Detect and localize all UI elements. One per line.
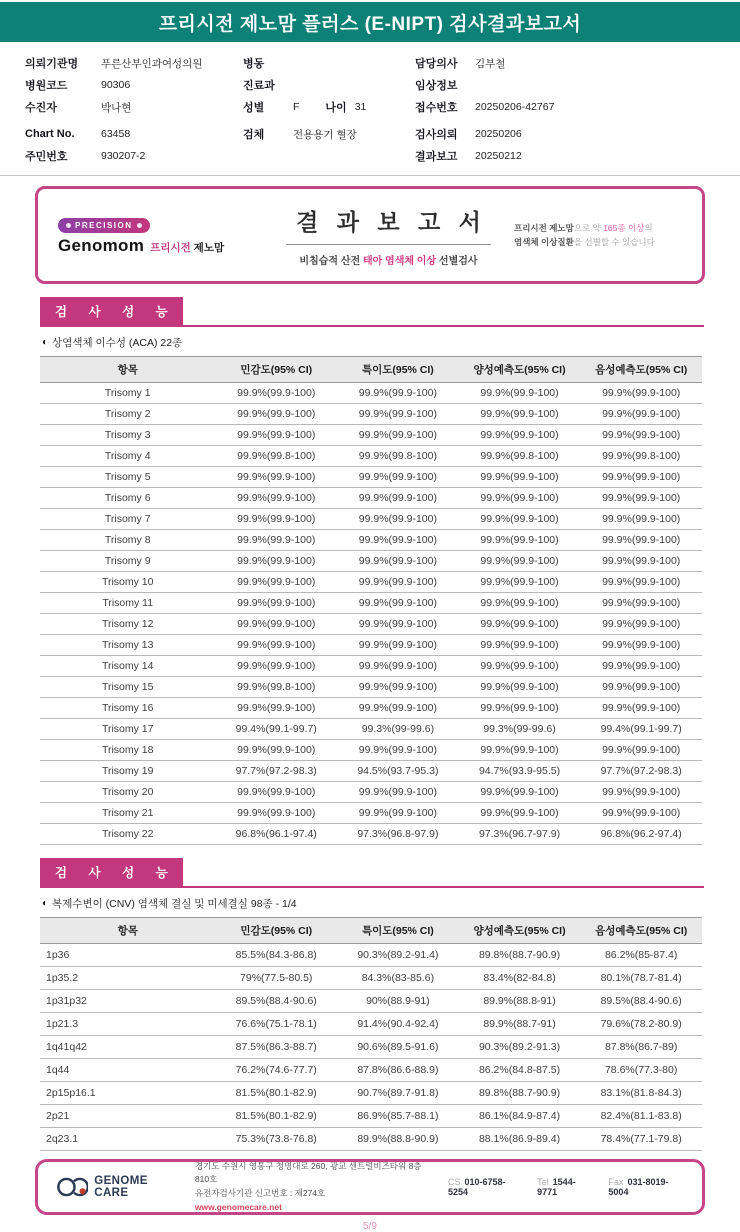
address-line1: 경기도 수원시 영통구 청명대로 260, 광교 센트럴비즈타워 8층 810호 (194, 1160, 422, 1185)
section-badge: 검 사 성 능 (40, 297, 183, 325)
table-row (40, 761, 702, 782)
field-label: 접수번호 (415, 102, 458, 114)
row-value-cell: 99.9%(99.8-100) (337, 446, 459, 467)
report-title-bar (0, 2, 740, 42)
row-value-cell: 87.8%(86.6-88.9) (337, 1059, 459, 1082)
field-value: 김부철 (475, 57, 506, 70)
footer-contacts (448, 1177, 684, 1197)
section-badge: 검 사 성 능 (40, 858, 183, 886)
row-value-cell: 97.3%(96.7-97.9) (459, 824, 581, 845)
table-row (40, 782, 702, 803)
field-label: 검체 (243, 129, 265, 141)
field-label: 담당의사 (415, 58, 458, 70)
row-item-label: Trisomy 9 (40, 551, 215, 572)
row-value-cell: 97.3%(96.8-97.9) (337, 824, 459, 845)
field-label: 수진자 (25, 102, 57, 114)
banner-center (263, 204, 514, 267)
table-row (40, 593, 702, 614)
row-item-label: Trisomy 8 (40, 530, 215, 551)
row-item-label: Trisomy 12 (40, 614, 215, 635)
column-header: 항목 (40, 357, 215, 383)
field-specimen (243, 123, 415, 145)
row-item-label: 2q23.1 (40, 1128, 215, 1151)
footer-address (195, 1160, 434, 1214)
contact-cs: CS 010-6758-5254 (447, 1177, 506, 1197)
row-item-label: Trisomy 20 (40, 782, 215, 803)
row-value-cell: 90.6%(89.5-91.6) (337, 1036, 459, 1059)
row-item-label: Trisomy 15 (40, 677, 215, 698)
row-value-cell: 99.9%(99.9-100) (580, 383, 702, 404)
column-header: 항목 (40, 918, 215, 944)
row-value-cell: 79.6%(78.2-80.9) (580, 1013, 702, 1036)
row-value-cell: 83.4%(82-84.8) (459, 967, 581, 990)
row-value-cell: 90%(88.9-91) (337, 990, 459, 1013)
row-value-cell: 99.9%(99.9-100) (337, 803, 459, 824)
row-value-cell: 78.4%(77.1-79.8) (580, 1128, 702, 1151)
row-value-cell: 80.1%(78.7-81.4) (580, 967, 702, 990)
column-header: 양성예측도(95% CI) (459, 918, 581, 944)
field-report-date (415, 145, 740, 167)
row-value-cell: 99.9%(99.9-100) (215, 383, 337, 404)
column-header: 음성예측도(95% CI) (580, 357, 702, 383)
row-value-cell: 99.9%(99.9-100) (459, 803, 581, 824)
table-row (40, 1036, 702, 1059)
table-row (40, 656, 702, 677)
table-row (40, 719, 702, 740)
precision-badge (58, 218, 150, 233)
row-item-label: Trisomy 18 (40, 740, 215, 761)
row-value-cell: 99.9%(99.9-100) (215, 509, 337, 530)
table-row (40, 698, 702, 719)
row-item-label: 2p21 (40, 1105, 215, 1128)
row-value-cell: 99.9%(99.9-100) (215, 530, 337, 551)
row-value-cell: 99.9%(99.9-100) (215, 572, 337, 593)
row-value-cell: 99.9%(99.9-100) (215, 698, 337, 719)
badge-dot-icon (66, 223, 71, 228)
column-header: 민감도(95% CI) (215, 357, 337, 383)
row-value-cell: 99.9%(99.9-100) (337, 656, 459, 677)
row-value-cell: 99.9%(99.9-100) (580, 467, 702, 488)
field-department (243, 74, 415, 96)
row-value-cell: 99.9%(99.9-100) (459, 677, 581, 698)
row-item-label: Trisomy 13 (40, 635, 215, 656)
row-item-label: Trisomy 7 (40, 509, 215, 530)
cnv-table-caption (42, 896, 740, 911)
row-value-cell: 99.3%(99-99.6) (337, 719, 459, 740)
row-value-cell: 94.5%(93.7-95.3) (337, 761, 459, 782)
row-value-cell: 99.9%(99.9-100) (580, 698, 702, 719)
row-value-cell: 99.9%(99.9-100) (459, 551, 581, 572)
row-value-cell: 99.9%(99.9-100) (580, 656, 702, 677)
row-value-cell: 99.9%(99.9-100) (580, 572, 702, 593)
column-header: 민감도(95% CI) (215, 918, 337, 944)
field-chart-no (25, 123, 243, 145)
row-value-cell: 96.8%(96.2-97.4) (580, 824, 702, 845)
genomom-brand (58, 215, 263, 256)
row-value-cell: 90.3%(89.2-91.3) (459, 1036, 581, 1059)
genome-care-logo-icon (56, 1174, 88, 1200)
row-value-cell: 99.9%(99.9-100) (580, 530, 702, 551)
row-value-cell: 91.4%(90.4-92.4) (337, 1013, 459, 1036)
row-value-cell: 99.9%(99.9-100) (215, 635, 337, 656)
table-row (40, 446, 702, 467)
banner-title: 결 과 보 고 서 (286, 204, 491, 245)
cnv-table-header (40, 918, 702, 944)
cnv-table-body (40, 944, 702, 1151)
caption-text: 상염색체 이수성 (ACA) 22종 (52, 337, 183, 349)
row-value-cell: 76.6%(75.1-78.1) (215, 1013, 337, 1036)
section-header-test-performance-cnv (40, 858, 704, 888)
row-value-cell: 99.9%(99.9-100) (337, 614, 459, 635)
half-circle-icon: ◐ (42, 898, 49, 909)
table-row (40, 572, 702, 593)
field-label: 임상정보 (415, 80, 458, 92)
row-value-cell: 83.1%(81.8-84.3) (580, 1082, 702, 1105)
patient-info-col3 (415, 52, 740, 167)
table-row (40, 967, 702, 990)
row-value-cell: 99.9%(99.9-100) (337, 677, 459, 698)
row-value-cell: 87.8%(86.7-89) (580, 1036, 702, 1059)
row-item-label: Trisomy 17 (40, 719, 215, 740)
table-row (40, 488, 702, 509)
genome-care-logo-text: GENOME CARE (94, 1175, 148, 1199)
row-value-cell: 99.9%(99.9-100) (459, 698, 581, 719)
table-row (40, 990, 702, 1013)
field-ward (243, 52, 415, 74)
row-item-label: 1p36 (40, 944, 215, 967)
field-value: 930207-2 (101, 150, 146, 162)
field-hospital-code (25, 74, 243, 96)
field-label: Chart No. (25, 128, 75, 140)
row-value-cell: 79%(77.5-80.5) (215, 967, 337, 990)
row-value-cell: 90.3%(89.2-91.4) (337, 944, 459, 967)
field-request-date (415, 123, 740, 145)
row-value-cell: 99.9%(99.9-100) (580, 803, 702, 824)
row-value-cell: 84.3%(83-85.6) (337, 967, 459, 990)
row-value-cell: 99.9%(99.9-100) (215, 740, 337, 761)
table-row (40, 467, 702, 488)
row-value-cell: 89.8%(88.7-90.9) (459, 944, 581, 967)
row-value-cell: 99.9%(99.9-100) (215, 803, 337, 824)
row-item-label: Trisomy 14 (40, 656, 215, 677)
field-label: 병동 (243, 58, 265, 70)
row-value-cell: 99.9%(99.9-100) (337, 782, 459, 803)
row-value-cell: 81.5%(80.1-82.9) (215, 1105, 337, 1128)
field-resident-no (25, 145, 243, 167)
row-value-cell: 99.9%(99.9-100) (459, 404, 581, 425)
row-value-cell: 99.9%(99.9-100) (459, 593, 581, 614)
row-value-cell: 99.9%(99.9-100) (337, 740, 459, 761)
row-value-cell: 86.2%(85-87.4) (580, 944, 702, 967)
row-value-cell: 99.9%(99.9-100) (337, 593, 459, 614)
row-value-cell: 99.9%(99.8-100) (459, 446, 581, 467)
half-circle-icon: ◐ (42, 337, 49, 348)
row-value-cell: 99.9%(99.9-100) (337, 530, 459, 551)
footer-panel (35, 1159, 705, 1215)
field-label: 결과보고 (415, 151, 458, 163)
badge-dot-icon (137, 223, 142, 228)
row-value-cell: 99.9%(99.8-100) (215, 677, 337, 698)
aca-performance-table (40, 356, 702, 845)
banner-note: 프리시전 제노맘으로 약 165종 이상의 염색체 이상질환을 선별할 수 있습니다 (514, 222, 655, 247)
row-item-label: Trisomy 11 (40, 593, 215, 614)
patient-info-col2 (243, 52, 415, 167)
field-doctor (415, 52, 740, 74)
field-patient-name (25, 96, 243, 118)
report-title: 프리시전 제노맘 플러스 (E-NIPT) 검사결과보고서 (158, 13, 582, 35)
row-value-cell: 99.9%(99.9-100) (459, 530, 581, 551)
row-item-label: 1p35.2 (40, 967, 215, 990)
table-row (40, 635, 702, 656)
row-value-cell: 75.3%(73.8-76.8) (215, 1128, 337, 1151)
row-value-cell: 99.9%(99.9-100) (215, 404, 337, 425)
row-value-cell: 88.1%(86.9-89.4) (459, 1128, 581, 1151)
row-value-cell: 81.5%(80.1-82.9) (215, 1082, 337, 1105)
row-item-label: 1p21.3 (40, 1013, 215, 1036)
field-value: 20250212 (475, 150, 522, 162)
column-header: 음성예측도(95% CI) (580, 918, 702, 944)
column-header: 양성예측도(95% CI) (459, 357, 581, 383)
row-value-cell: 99.9%(99.9-100) (459, 488, 581, 509)
row-value-cell: 99.9%(99.9-100) (215, 656, 337, 677)
field-value: 31 (354, 101, 367, 113)
row-value-cell: 99.9%(99.9-100) (459, 614, 581, 635)
row-value-cell: 99.9%(99.9-100) (580, 635, 702, 656)
field-label: 주민번호 (25, 151, 68, 163)
row-value-cell: 99.9%(99.8-100) (580, 446, 702, 467)
field-value: 90306 (101, 79, 131, 91)
row-value-cell: 85.5%(84.3-86.8) (215, 944, 337, 967)
column-header: 특이도(95% CI) (337, 357, 459, 383)
report-banner (35, 186, 705, 284)
field-label: 검사의뢰 (415, 129, 458, 141)
row-value-cell: 99.9%(99.9-100) (337, 698, 459, 719)
table-row (40, 824, 702, 845)
table-row (40, 509, 702, 530)
field-value: F (293, 101, 300, 113)
row-value-cell: 99.9%(99.9-100) (215, 782, 337, 803)
row-item-label: Trisomy 22 (40, 824, 215, 845)
row-item-label: Trisomy 2 (40, 404, 215, 425)
row-value-cell: 99.9%(99.9-100) (580, 404, 702, 425)
row-value-cell: 82.4%(81.1-83.8) (580, 1105, 702, 1128)
table-row (40, 425, 702, 446)
row-value-cell: 99.9%(99.9-100) (580, 509, 702, 530)
row-item-label: Trisomy 19 (40, 761, 215, 782)
page-number: 5/9 (363, 1221, 377, 1232)
field-sex-age (243, 96, 415, 118)
row-value-cell: 99.9%(99.9-100) (215, 488, 337, 509)
row-value-cell: 99.9%(99.9-100) (337, 509, 459, 530)
field-clinical-info (415, 74, 740, 96)
row-value-cell: 99.9%(99.9-100) (337, 572, 459, 593)
row-value-cell: 86.1%(84.9-87.4) (459, 1105, 581, 1128)
field-value: 20250206-42767 (475, 101, 555, 113)
row-value-cell: 99.9%(99.9-100) (337, 425, 459, 446)
row-value-cell: 99.9%(99.9-100) (459, 509, 581, 530)
row-item-label: 1q44 (40, 1059, 215, 1082)
field-request-org (25, 52, 243, 74)
row-value-cell: 89.8%(88.7-90.9) (459, 1082, 581, 1105)
row-value-cell: 99.9%(99.8-100) (215, 446, 337, 467)
banner-subtitle: 비침습적 산전 태아 염색체 이상 선별검사 (299, 255, 478, 267)
row-value-cell: 99.9%(99.9-100) (580, 593, 702, 614)
row-value-cell: 99.9%(99.9-100) (459, 572, 581, 593)
row-value-cell: 99.9%(99.9-100) (215, 593, 337, 614)
row-value-cell: 78.6%(77.3-80) (580, 1059, 702, 1082)
row-value-cell: 99.9%(99.9-100) (337, 383, 459, 404)
row-value-cell: 99.9%(99.9-100) (215, 551, 337, 572)
row-item-label: Trisomy 1 (40, 383, 215, 404)
table-row (40, 740, 702, 761)
field-label: 의뢰기관명 (25, 58, 79, 70)
patient-info-col1 (25, 52, 243, 167)
table-row (40, 944, 702, 967)
table-row (40, 1082, 702, 1105)
row-value-cell: 97.7%(97.2-98.3) (215, 761, 337, 782)
row-value-cell: 87.5%(86.3-88.7) (215, 1036, 337, 1059)
row-value-cell: 90.7%(89.7-91.8) (337, 1082, 459, 1105)
row-value-cell: 99.9%(99.9-100) (215, 425, 337, 446)
aca-table-header (40, 357, 702, 383)
row-item-label: 2p15p16.1 (40, 1082, 215, 1105)
website-link[interactable]: www.genomecare.net (194, 1201, 282, 1212)
field-label: 진료과 (243, 80, 275, 92)
row-value-cell: 89.9%(88.8-90.9) (337, 1128, 459, 1151)
table-row (40, 1013, 702, 1036)
column-header: 특이도(95% CI) (337, 918, 459, 944)
row-value-cell: 99.9%(99.9-100) (580, 488, 702, 509)
row-value-cell: 89.9%(88.8-91) (459, 990, 581, 1013)
row-value-cell: 99.4%(99.1-99.7) (215, 719, 337, 740)
row-value-cell: 94.7%(93.9-95.5) (459, 761, 581, 782)
row-item-label: 1q41q42 (40, 1036, 215, 1059)
patient-info-panel (0, 42, 740, 176)
field-value: 20250206 (475, 128, 522, 140)
row-value-cell: 99.9%(99.9-100) (337, 635, 459, 656)
contact-tel: Tel 1544-9771 (537, 1177, 576, 1197)
table-row (40, 803, 702, 824)
row-value-cell: 99.9%(99.9-100) (580, 677, 702, 698)
field-label: 나이 (325, 102, 347, 114)
row-value-cell: 89.9%(88.7-91) (459, 1013, 581, 1036)
row-value-cell: 89.5%(88.4-90.6) (580, 990, 702, 1013)
row-value-cell: 99.9%(99.9-100) (580, 614, 702, 635)
row-value-cell: 97.7%(97.2-98.3) (580, 761, 702, 782)
table-row (40, 1105, 702, 1128)
row-value-cell: 99.9%(99.9-100) (580, 782, 702, 803)
table-row (40, 1128, 702, 1151)
aca-table-caption (42, 335, 740, 350)
table-row (40, 1059, 702, 1082)
row-value-cell: 99.9%(99.9-100) (337, 467, 459, 488)
row-item-label: Trisomy 10 (40, 572, 215, 593)
aca-table-body (40, 383, 702, 845)
contact-fax: Fax 031-8019-5004 (608, 1177, 669, 1197)
table-row (40, 551, 702, 572)
section-header-test-performance-aca (40, 297, 704, 327)
row-item-label: Trisomy 21 (40, 803, 215, 824)
caption-text: 복제수변이 (CNV) 염색체 결실 및 미세결실 98종 - 1/4 (52, 898, 297, 910)
row-value-cell: 99.9%(99.9-100) (459, 740, 581, 761)
row-value-cell: 76.2%(74.6-77.7) (215, 1059, 337, 1082)
field-value: 박나현 (101, 101, 132, 114)
address-line2: 유전자검사기관 신고번호 : 제274호 (194, 1188, 326, 1198)
row-value-cell: 96.8%(96.1-97.4) (215, 824, 337, 845)
row-value-cell: 99.9%(99.9-100) (459, 383, 581, 404)
row-value-cell: 99.9%(99.9-100) (580, 425, 702, 446)
table-row (40, 614, 702, 635)
precision-badge-label: PRECISION (75, 220, 133, 230)
brand-name-en: Genomom (58, 235, 145, 255)
row-value-cell: 99.9%(99.9-100) (580, 551, 702, 572)
row-value-cell: 86.9%(85.7-88.1) (337, 1105, 459, 1128)
row-value-cell: 99.9%(99.9-100) (459, 467, 581, 488)
table-row (40, 530, 702, 551)
table-row (40, 383, 702, 404)
brand-name-kr: 프리시전 제노맘 (150, 241, 225, 254)
row-item-label: Trisomy 16 (40, 698, 215, 719)
row-value-cell: 99.9%(99.9-100) (580, 740, 702, 761)
row-value-cell: 99.4%(99.1-99.7) (580, 719, 702, 740)
row-value-cell: 99.9%(99.9-100) (215, 614, 337, 635)
row-value-cell: 99.9%(99.9-100) (459, 635, 581, 656)
row-value-cell: 99.9%(99.9-100) (215, 467, 337, 488)
row-item-label: Trisomy 6 (40, 488, 215, 509)
row-item-label: Trisomy 5 (40, 467, 215, 488)
table-row (40, 677, 702, 698)
field-value: 전용용기 혈장 (293, 128, 357, 141)
row-value-cell: 99.3%(99-99.6) (459, 719, 581, 740)
row-value-cell: 86.2%(84.8-87.5) (459, 1059, 581, 1082)
row-value-cell: 99.9%(99.9-100) (459, 782, 581, 803)
row-value-cell: 99.9%(99.9-100) (459, 656, 581, 677)
row-value-cell: 99.9%(99.9-100) (337, 551, 459, 572)
row-value-cell: 99.9%(99.9-100) (459, 425, 581, 446)
field-value: 63458 (101, 128, 131, 140)
row-value-cell: 99.9%(99.9-100) (337, 488, 459, 509)
table-row (40, 404, 702, 425)
field-receipt-no (415, 96, 740, 118)
field-label: 성별 (243, 102, 265, 114)
row-item-label: Trisomy 4 (40, 446, 215, 467)
row-value-cell: 99.9%(99.9-100) (337, 404, 459, 425)
row-item-label: 1p31p32 (40, 990, 215, 1013)
brand-wordmark (58, 236, 263, 256)
row-item-label: Trisomy 3 (40, 425, 215, 446)
cnv-performance-table (40, 917, 702, 1151)
field-value: 푸른산부인과여성의원 (101, 57, 203, 70)
genome-care-logo (56, 1174, 181, 1200)
field-label: 병원코드 (25, 80, 68, 92)
row-value-cell: 89.5%(88.4-90.6) (215, 990, 337, 1013)
